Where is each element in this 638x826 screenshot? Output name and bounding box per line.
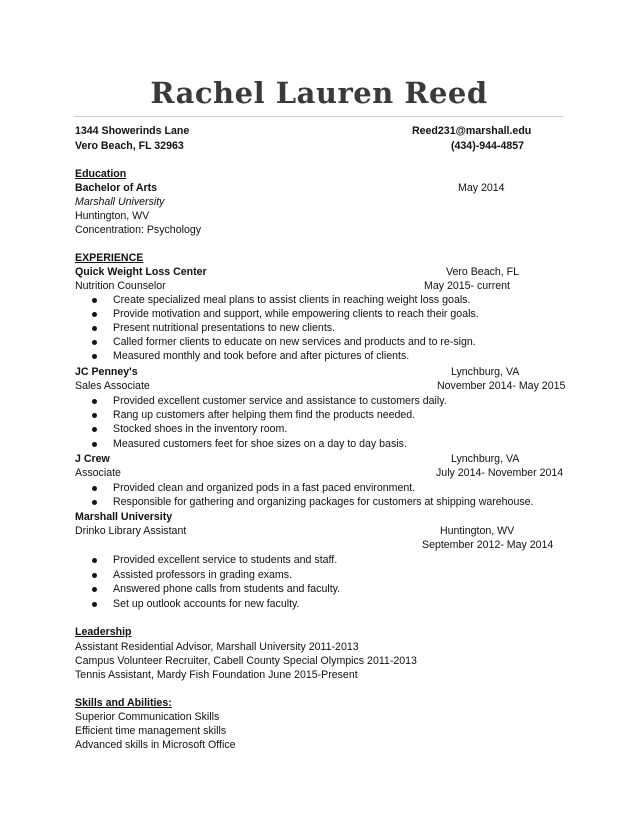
skills-item: Efficient time management skills: [75, 725, 227, 737]
header-divider: [74, 116, 564, 117]
bullet-icon: [92, 558, 97, 563]
bullet-text: Set up outlook accounts for new faculty.: [113, 598, 300, 610]
bullet-icon: [92, 399, 97, 404]
bullet-text: Provide motivation and support, while empowering clients to reach their goals.: [113, 308, 479, 320]
bullet-icon: [92, 486, 97, 491]
bullet-text: Provided excellent service to students and staff.: [113, 554, 338, 566]
bullet-icon: [92, 326, 97, 331]
education-concentration: Concentration: Psychology: [75, 224, 202, 236]
job-location: Lynchburg, VA: [451, 366, 520, 378]
job-dates: May 2015- current: [424, 280, 510, 292]
address-line2: Vero Beach, FL 32963: [75, 140, 184, 152]
job-bullet: [113, 335, 476, 349]
leadership-item: Campus Volunteer Recruiter, Cabell County Special Olympics 2011-2013: [75, 655, 417, 667]
bullet-text: Measured monthly and took before and after pictures of clients.: [113, 350, 410, 362]
resume-name: Rachel Lauren Reed: [150, 76, 488, 110]
bullet-text: Responsible for gathering and organizing packages for customers at shipping warehouse.: [113, 496, 534, 508]
job-bullet: [113, 422, 287, 436]
bullet-icon: [92, 413, 97, 418]
job-bullet: [113, 597, 299, 611]
job-location: Huntington, WV: [440, 525, 515, 537]
skills-heading: Skills and Abilities:: [75, 697, 172, 709]
bullet-icon: [92, 573, 97, 578]
job-title: Sales Associate: [75, 380, 150, 392]
job-title: Nutrition Counselor: [75, 280, 166, 292]
bullet-icon: [92, 340, 97, 345]
education-date: May 2014: [458, 182, 505, 194]
bullet-icon: [92, 312, 97, 317]
job-bullet: [113, 349, 409, 363]
bullet-icon: [92, 442, 97, 447]
job-dates: September 2012- May 2014: [422, 539, 554, 551]
job-title: Drinko Library Assistant: [75, 525, 187, 537]
bullet-icon: [92, 587, 97, 592]
job-bullet: [113, 293, 470, 307]
email: Reed231@marshall.edu: [412, 125, 532, 137]
bullet-text: Assisted professors in grading exams.: [113, 569, 292, 581]
leadership-item: Tennis Assistant, Mardy Fish Foundation June 2015-Present: [75, 669, 358, 681]
job-bullet: [113, 568, 292, 582]
job-dates: July 2014- November 2014: [436, 467, 564, 479]
bullet-text: Called former clients to educate on new services and products and to re-sign.: [113, 336, 476, 348]
skills-item: Superior Communication Skills: [75, 711, 220, 723]
job-bullet: [113, 553, 337, 567]
bullet-icon: [92, 354, 97, 359]
bullet-text: Create specialized meal plans to assist clients in reaching weight loss goals.: [113, 294, 471, 306]
job-employer: Quick Weight Loss Center: [75, 266, 207, 278]
skills-item: Advanced skills in Microsoft Office: [75, 739, 236, 751]
job-location: Vero Beach, FL: [446, 266, 520, 278]
job-dates: November 2014- May 2015: [437, 380, 566, 392]
bullet-text: Measured customers feet for shoe sizes on a day to day basis.: [113, 438, 407, 450]
phone: (434)-944-4857: [451, 140, 525, 152]
education-degree: Bachelor of Arts: [75, 182, 158, 194]
job-employer: J Crew: [75, 453, 110, 465]
job-bullet: [113, 495, 533, 509]
bullet-text: Present nutritional presentations to new clients.: [113, 322, 336, 334]
job-title: Associate: [75, 467, 121, 479]
job-bullet: [113, 408, 415, 422]
bullet-text: Rang up customers after helping them find the products needed.: [113, 409, 416, 421]
job-bullet: [113, 481, 415, 495]
leadership-item: Assistant Residential Advisor, Marshall University 2011-2013: [75, 641, 359, 653]
experience-heading: EXPERIENCE: [75, 252, 144, 264]
bullet-icon: [92, 427, 97, 432]
education-school: Marshall University: [75, 196, 165, 208]
job-bullet: [113, 321, 335, 335]
education-heading: Education: [75, 168, 127, 180]
job-location: Lynchburg, VA: [451, 453, 520, 465]
education-location: Huntington, WV: [75, 210, 150, 222]
leadership-heading: Leadership: [75, 626, 132, 638]
bullet-icon: [92, 500, 97, 505]
bullet-icon: [92, 602, 97, 607]
bullet-text: Provided clean and organized pods in a fast paced environment.: [113, 482, 416, 494]
address-line1: 1344 Showerinds Lane: [75, 125, 190, 137]
bullet-icon: [92, 298, 97, 303]
bullet-text: Answered phone calls from students and faculty.: [113, 583, 341, 595]
bullet-text: Provided excellent customer service and assistance to customers daily.: [113, 395, 447, 407]
job-bullet: [113, 307, 479, 321]
job-employer: JC Penney's: [75, 366, 138, 378]
job-employer: Marshall University: [75, 511, 173, 523]
job-bullet: [113, 582, 340, 596]
bullet-text: Stocked shoes in the inventory room.: [113, 423, 288, 435]
job-bullet: [113, 394, 447, 408]
job-bullet: [113, 437, 407, 451]
